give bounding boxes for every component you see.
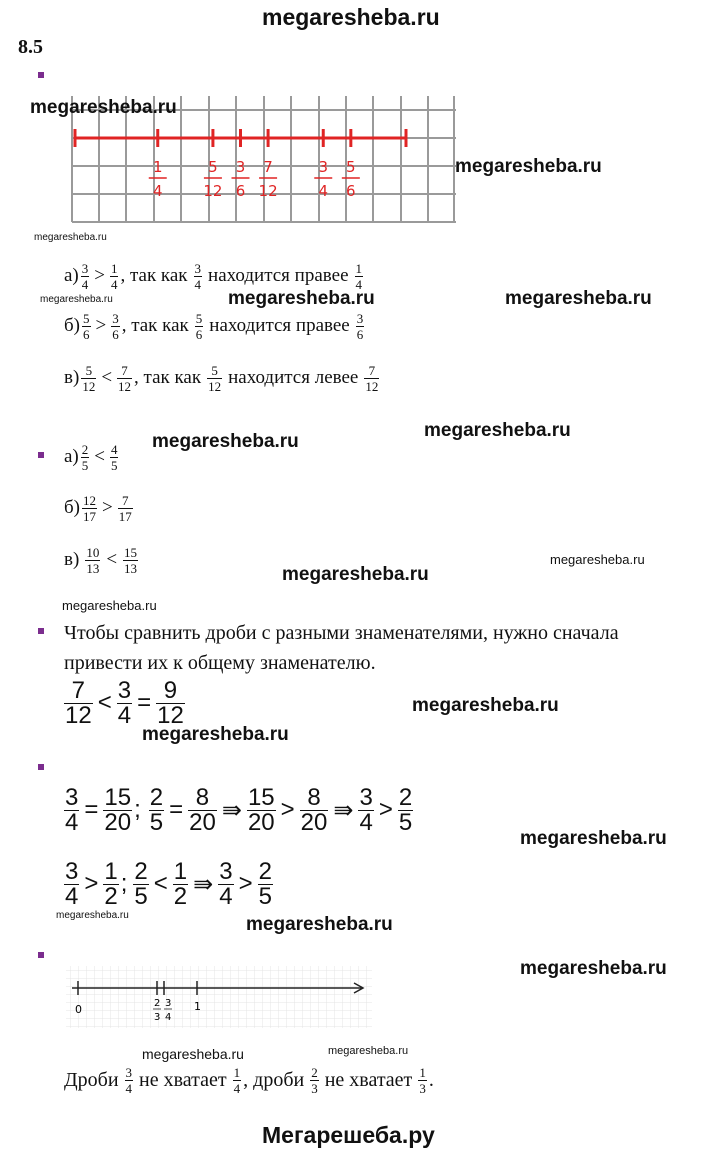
grid-tick-label-num: 3 (235, 158, 246, 176)
conclusion-sentence: Дроби $\frac{3}{4}$ не хватает $\frac{1}{4}$ , дроби $\frac{2}{3}$ не хватает $\frac{1}{3}$ . (64, 1064, 434, 1096)
axis-label-t1-den: 3 (154, 1012, 161, 1023)
bullet (38, 452, 44, 458)
watermark: megaresheba.ru (56, 910, 129, 921)
watermark: megaresheba.ru (412, 695, 559, 716)
explanation-text: Чтобы сравнить дроби с разными знаменателями, нужно сначала привести их к общему знаменателю. (64, 622, 619, 674)
watermark: megaresheba.ru (455, 156, 602, 177)
watermark: megaresheba.ru (152, 431, 299, 452)
grid-tick-label-den: 6 (346, 182, 356, 200)
watermark: megaresheba.ru (142, 724, 289, 745)
grid-tick-label-den: 12 (203, 182, 223, 200)
equation-line-2: $\frac{3}{4}$ > $\frac{1}{2}$ ; $\frac{2}{5}$ < $\frac{1}{2}$ ⇛ $\frac{3}{4}$ > $\frac{2}{5}$ (65, 857, 272, 910)
comparison-line-a: а) $\frac{3}{4}$ > $\frac{1}{4}$ , так как $\frac{3}{4}$ находится правее $\frac{1}{4}$ (64, 260, 362, 292)
grid-tick-label-den: 4 (318, 182, 329, 200)
grid-tick-label-den: 4 (152, 182, 163, 200)
comparison-line-2b: б) $\frac{12}{17}$ > $\frac{7}{17}$ (64, 492, 132, 524)
watermark: megaresheba.ru (62, 598, 157, 613)
bullet (38, 952, 44, 958)
watermark: megaresheba.ru (328, 1045, 409, 1057)
header-site-title: megaresheba.ru (262, 4, 440, 30)
common-denominator-equation: $\frac{7}{12}$ < $\frac{3}{4}$ = $\frac{9}{12}$ (65, 676, 184, 729)
grid-tick-label-num: 1 (152, 158, 163, 176)
equation-line-1: $\frac{3}{4}$ = $\frac{15}{20}$ ; $\frac{2}{5}$ = $\frac{8}{20}$ ⇛ $\frac{15}{20}$ > $\frac{8}{20}$ ⇛ $\frac{3}{4}$ > $\frac{2}{5}$ (65, 783, 413, 836)
watermark: megaresheba.ru (505, 288, 652, 309)
bullet (38, 72, 44, 78)
watermark: megaresheba.ru (34, 232, 107, 243)
watermark: megaresheba.ru (550, 552, 645, 567)
watermark: megaresheba.ru (40, 294, 113, 305)
bullet (38, 764, 44, 770)
watermark: megaresheba.ru (246, 914, 393, 935)
axis-label-t2-num: 3 (165, 998, 172, 1009)
watermark: megaresheba.ru (282, 564, 429, 585)
exercise-number: 8.5 (18, 36, 43, 58)
footer-site-title: Мегарешеба.ру (262, 1122, 435, 1148)
grid-tick-label-den: 6 (235, 182, 246, 200)
watermark: megaresheba.ru (520, 958, 667, 979)
axis-grid-background (66, 966, 372, 1028)
axis-label-t1-num: 2 (154, 998, 161, 1009)
bullet (38, 628, 44, 634)
comparison-line-c: в) $\frac{5}{12}$ < $\frac{7}{12}$ , так как $\frac{5}{12}$ находится левее $\frac{7}{12}$ (64, 362, 379, 394)
number-line-axis (62, 962, 374, 1030)
watermark: megaresheba.ru (424, 420, 571, 441)
comparison-line-2a: а) $\frac{2}{5}$ < $\frac{4}{5}$ (64, 441, 118, 473)
axis-label-one: 1 (194, 1000, 201, 1013)
grid-tick-label-num: 7 (263, 158, 273, 176)
watermark: megaresheba.ru (228, 288, 375, 309)
watermark: megaresheba.ru (30, 97, 177, 118)
grid-tick-label-num: 5 (346, 158, 356, 176)
watermark: megaresheba.ru (520, 828, 667, 849)
grid-tick-label-den: 12 (258, 182, 278, 200)
grid-tick-label-num: 3 (318, 158, 329, 176)
comparison-line-b: б) $\frac{5}{6}$ > $\frac{3}{6}$ , так как $\frac{5}{6}$ находится правее $\frac{3}{6}$ (64, 310, 364, 342)
comparison-line-2c: в) $\frac{10}{13}$ < $\frac{15}{13}$ (64, 544, 138, 576)
axis-label-t2-den: 4 (165, 1012, 172, 1023)
watermark: megaresheba.ru (142, 1046, 244, 1062)
grid-tick-label-num: 5 (208, 158, 218, 176)
axis-label-zero: 0 (75, 1003, 82, 1016)
